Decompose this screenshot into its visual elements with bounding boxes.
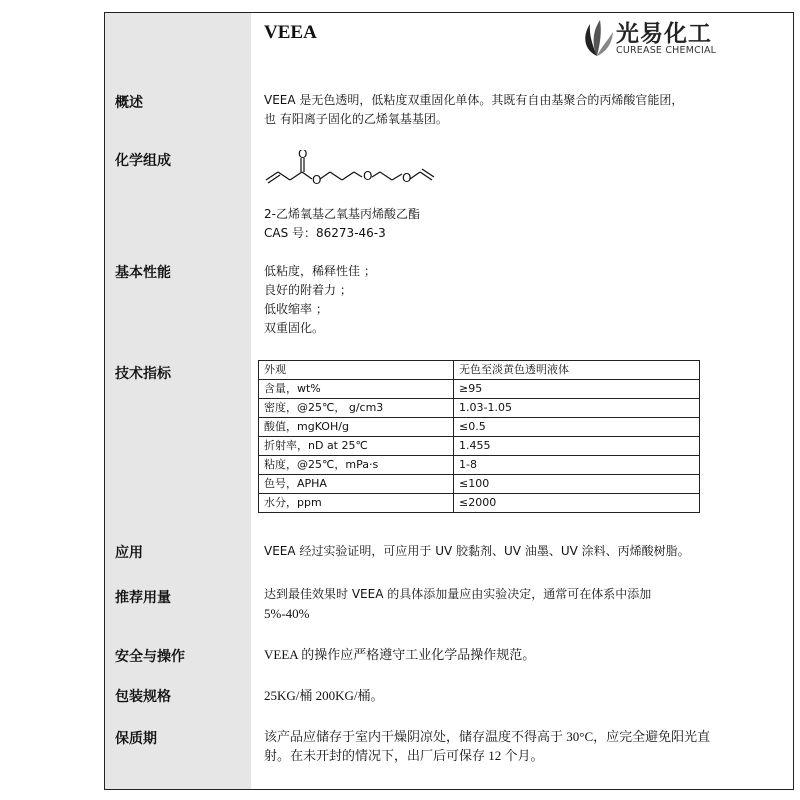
dosage-line: 达到最佳效果时 VEEA 的具体添加量应由实验决定，通常可在体系中添加 [264, 587, 652, 601]
section-label-overview: 概述 [115, 95, 143, 111]
svg-text:O: O [298, 150, 308, 161]
spec-value: ≤100 [454, 475, 700, 494]
cas-number: CAS 号：86273-46-3 [264, 226, 386, 240]
spec-name: 粘度，@25℃，mPa·s [259, 456, 454, 475]
shelf-life-line: 该产品应储存于室内干燥阴凉处，储存温度不得高于 30°C，应完全避免阳光直 [264, 729, 711, 744]
company-logo [580, 16, 720, 60]
section-label-properties: 基本性能 [115, 265, 171, 281]
leaf-logo-icon [580, 16, 614, 58]
section-label-specs: 技术指标 [115, 366, 171, 382]
logo-english-name: CUREASE CHEMCIAL [616, 45, 717, 56]
overview-text [264, 91, 683, 129]
section-label-shelf-life: 保质期 [115, 731, 157, 747]
packaging-text: 25KG/桶 200KG/桶。 [264, 688, 384, 703]
spec-name: 色号，APHA [259, 475, 454, 494]
spec-value: ≤2000 [454, 494, 700, 513]
spec-name: 水分，ppm [259, 494, 454, 513]
property-item: 良好的附着力 ； [264, 283, 352, 297]
section-label-composition: 化学组成 [115, 153, 171, 169]
spec-value: ≤0.5 [454, 418, 700, 437]
property-item: 低粘度，稀释性佳 ； [264, 264, 376, 278]
table-row [259, 399, 700, 418]
logo-chinese-name: 光易化工 [616, 21, 712, 47]
table-row [259, 418, 700, 437]
section-label-application: 应用 [115, 545, 143, 561]
property-item: 低收缩率 ； [264, 302, 328, 316]
property-item: 双重固化。 [264, 321, 325, 335]
chemical-structure-diagram [262, 150, 452, 194]
spec-value: 1-8 [454, 456, 700, 475]
dosage-line: 5%-40% [264, 606, 310, 621]
section-label-safety: 安全与操作 [115, 649, 185, 665]
chemical-name: 2-乙烯氧基乙氧基丙烯酸乙酯 [264, 207, 420, 221]
spec-name: 外观 [259, 361, 454, 380]
safety-text: VEEA 的操作应严格遵守工业化学品操作规范。 [264, 647, 536, 662]
doc-title: VEEA [264, 22, 317, 43]
overview-line: 也 有阳离子固化的乙烯氧基基团。 [264, 112, 448, 126]
svg-text:O: O [312, 173, 322, 187]
spec-value: 1.455 [454, 437, 700, 456]
svg-text:O: O [402, 171, 412, 185]
section-label-packaging: 包装规格 [115, 689, 171, 705]
spec-value: 无色至淡黄色透明液体 [454, 361, 700, 380]
shelf-life-line: 射。在未开封的情况下，出厂后可保存 12 个月。 [264, 748, 544, 763]
composition-text [264, 205, 420, 243]
spec-name: 含量，wt% [259, 380, 454, 399]
spec-name: 密度，@25℃， g/cm3 [259, 399, 454, 418]
spec-value: 1.03-1.05 [454, 399, 700, 418]
table-row [259, 475, 700, 494]
table-row [259, 437, 700, 456]
table-row [259, 494, 700, 513]
spec-value: ≥95 [454, 380, 700, 399]
table-row [259, 361, 700, 380]
shelf-life-text [264, 727, 710, 765]
properties-list [264, 262, 376, 338]
svg-text:O: O [363, 169, 373, 183]
dosage-text [264, 585, 651, 623]
section-label-dosage: 推荐用量 [115, 590, 171, 606]
overview-line: VEEA 是无色透明，低粘度双重固化单体。其既有自由基聚合的丙烯酸官能团， [264, 93, 684, 107]
table-row [259, 456, 700, 475]
table-row [259, 380, 700, 399]
application-text: VEEA 经过实验证明，可应用于 UV 胶黏剂、UV 油墨、UV 涂料、丙烯酸树脂。 [264, 544, 690, 558]
spec-table [258, 360, 700, 513]
spec-name: 酸值，mgKOH/g [259, 418, 454, 437]
spec-name: 折射率，nD at 25℃ [259, 437, 454, 456]
